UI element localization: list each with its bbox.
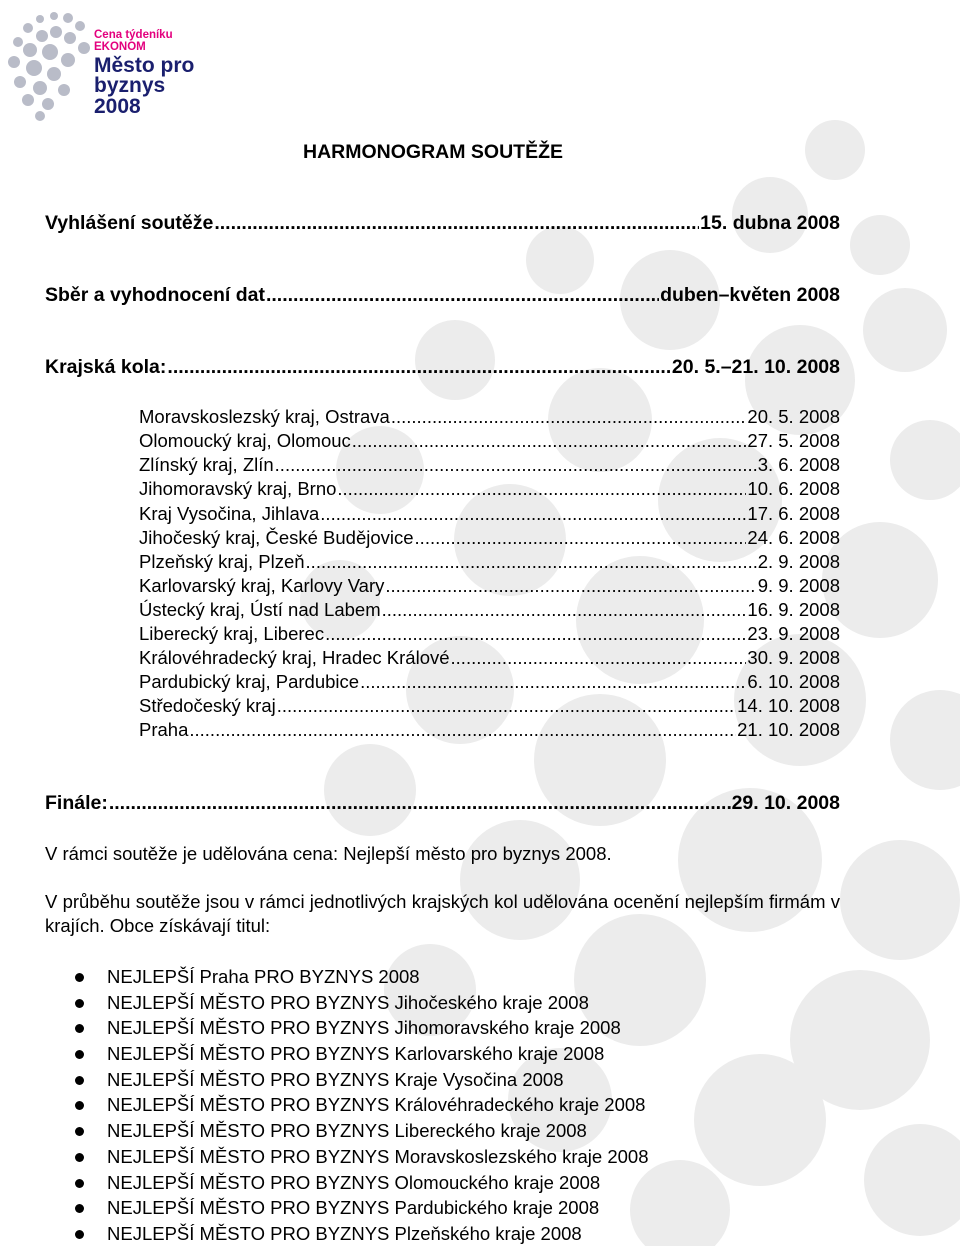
regional-round-row [139,406,840,430]
dot-leader [275,454,757,476]
region-label: Liberecký kraj, Liberec [139,623,325,644]
bullet-icon [75,1153,84,1162]
regional-awards-paragraph: V průběhu soutěže jsou v rámci jednotlivých krajských kol udělována ocenění nejlepším firmám v krajích. Obce získávají titul: [45,891,840,936]
schedule-date: 20. 5.–21. 10. 2008 [671,356,840,378]
regional-round-row [139,551,840,575]
regional-round-row [139,647,840,671]
region-date: 24. 6. 2008 [747,527,840,548]
region-label: Moravskoslezský kraj, Ostrava [139,406,390,427]
list-item [0,1092,649,1118]
region-date: 10. 6. 2008 [747,478,840,499]
logo-title-line1: Město pro [94,54,195,77]
region-date: 6. 10. 2008 [747,671,840,692]
logo-globe-icon [4,4,104,122]
region-date: 2. 9. 2008 [757,551,840,572]
region-label: Pardubický kraj, Pardubice [139,671,360,692]
award-title: NEJLEPŠÍ MĚSTO PRO BYZNYS Plzeňského kraje 2008 [107,1222,582,1244]
bullet-icon [75,973,84,982]
bullet-icon [75,1101,84,1110]
regional-round-row [139,503,840,527]
region-label: Zlínský kraj, Zlín [139,454,274,475]
bullet-icon [75,1179,84,1188]
dot-leader [214,212,699,235]
list-item [0,1067,649,1093]
region-label: Praha [139,719,189,740]
award-title: NEJLEPŠÍ MĚSTO PRO BYZNYS Jihočeského kraje 2008 [107,991,589,1013]
region-date: 17. 6. 2008 [747,503,840,524]
bullet-icon [75,1230,84,1239]
region-label: Olomoucký kraj, Olomouc [139,430,351,451]
region-date: 20. 5. 2008 [747,406,840,427]
regional-round-row [139,454,840,478]
region-label: Královéhradecký kraj, Hradec Králové [139,647,450,668]
dot-leader [189,719,736,741]
page-title: HARMONOGRAM SOUTĚŽE [303,141,563,163]
list-item [0,1195,649,1221]
bullet-icon [75,1127,84,1136]
bullet-icon [75,999,84,1008]
region-date: 30. 9. 2008 [747,647,840,668]
list-item [0,1144,649,1170]
schedule-label: Krajská kola: [45,356,167,378]
bullet-icon [75,1050,84,1059]
list-item [0,990,649,1016]
region-date: 23. 9. 2008 [747,623,840,644]
region-label: Jihomoravský kraj, Brno [139,478,337,499]
schedule-row [45,356,840,379]
logo-subtitle: Cena týdeníku EKONOM [94,29,173,53]
dot-leader [109,792,731,815]
regional-round-row [139,527,840,551]
dot-leader [352,430,747,452]
region-date: 9. 9. 2008 [757,575,840,596]
list-item [0,1041,649,1067]
dot-leader [266,284,659,307]
final-date: 29. 10. 2008 [731,792,840,814]
award-title: NEJLEPŠÍ MĚSTO PRO BYZNYS Libereckého kraje 2008 [107,1120,587,1142]
bullet-icon [75,1076,84,1085]
list-item [0,1170,649,1196]
list-item [0,1015,649,1041]
schedule-label: Sběr a vyhodnocení dat [45,284,265,306]
list-item [0,1118,649,1144]
awards-list [0,964,649,1247]
award-title: NEJLEPŠÍ MĚSTO PRO BYZNYS Kraje Vysočina 2008 [107,1068,564,1090]
dot-leader [306,551,757,573]
award-title: NEJLEPŠÍ MĚSTO PRO BYZNYS Moravskoslezského kraje 2008 [107,1145,649,1167]
list-item [0,964,649,990]
dot-leader [391,406,747,428]
regional-round-row [139,478,840,502]
regional-round-row [139,623,840,647]
region-date: 16. 9. 2008 [747,599,840,620]
dot-leader [320,503,746,525]
award-title: NEJLEPŠÍ MĚSTO PRO BYZNYS Pardubického kraje 2008 [107,1197,600,1219]
dot-leader [415,527,747,549]
regional-round-row [139,695,840,719]
award-intro-paragraph: V rámci soutěže je udělována cena: Nejlepší město pro byznys 2008. [45,843,612,864]
schedule-date: 15. dubna 2008 [700,212,840,234]
region-label: Středočeský kraj [139,695,276,716]
award-title: NEJLEPŠÍ MĚSTO PRO BYZNYS Karlovarského kraje 2008 [107,1043,605,1065]
bullet-icon [75,1024,84,1033]
dot-leader [325,623,746,645]
region-label: Plzeňský kraj, Plzeň [139,551,305,572]
list-item [0,1221,649,1247]
regional-round-row [139,671,840,695]
dot-leader [277,695,736,717]
logo-title-line2: byznys 2008 [94,74,166,118]
region-date: 21. 10. 2008 [737,719,840,740]
dot-leader [385,575,756,597]
award-title: NEJLEPŠÍ MĚSTO PRO BYZNYS Olomouckého kraje 2008 [107,1171,601,1193]
dot-leader [382,599,747,621]
bullet-icon [75,1204,84,1213]
regional-round-row [139,430,840,454]
regional-round-row [139,599,840,623]
final-row [45,792,840,815]
region-label: Kraj Vysočina, Jihlava [139,503,320,524]
schedule-row [45,212,840,235]
dot-leader [451,647,747,669]
region-date: 14. 10. 2008 [737,695,840,716]
schedule-date: duben–květen 2008 [660,284,840,306]
regional-round-row [139,575,840,599]
contest-logo [4,4,214,122]
region-date: 3. 6. 2008 [757,454,840,475]
region-label: Ústecký kraj, Ústí nad Labem [139,599,381,620]
logo-text [94,30,214,117]
dot-leader [337,478,746,500]
region-date: 27. 5. 2008 [747,430,840,451]
regional-round-row [139,719,840,743]
region-label: Karlovarský kraj, Karlovy Vary [139,575,385,596]
final-label: Finále: [45,792,108,814]
dot-leader [360,671,746,693]
schedule-label: Vyhlášení soutěže [45,212,214,234]
award-title: NEJLEPŠÍ MĚSTO PRO BYZNYS Jihomoravského kraje 2008 [107,1017,621,1039]
schedule-row [45,284,840,307]
dot-leader [167,356,671,379]
award-title: NEJLEPŠÍ MĚSTO PRO BYZNYS Královéhradeckého kraje 2008 [107,1094,646,1116]
award-title: NEJLEPŠÍ Praha PRO BYZNYS 2008 [107,966,420,987]
region-label: Jihočeský kraj, České Budějovice [139,527,414,548]
